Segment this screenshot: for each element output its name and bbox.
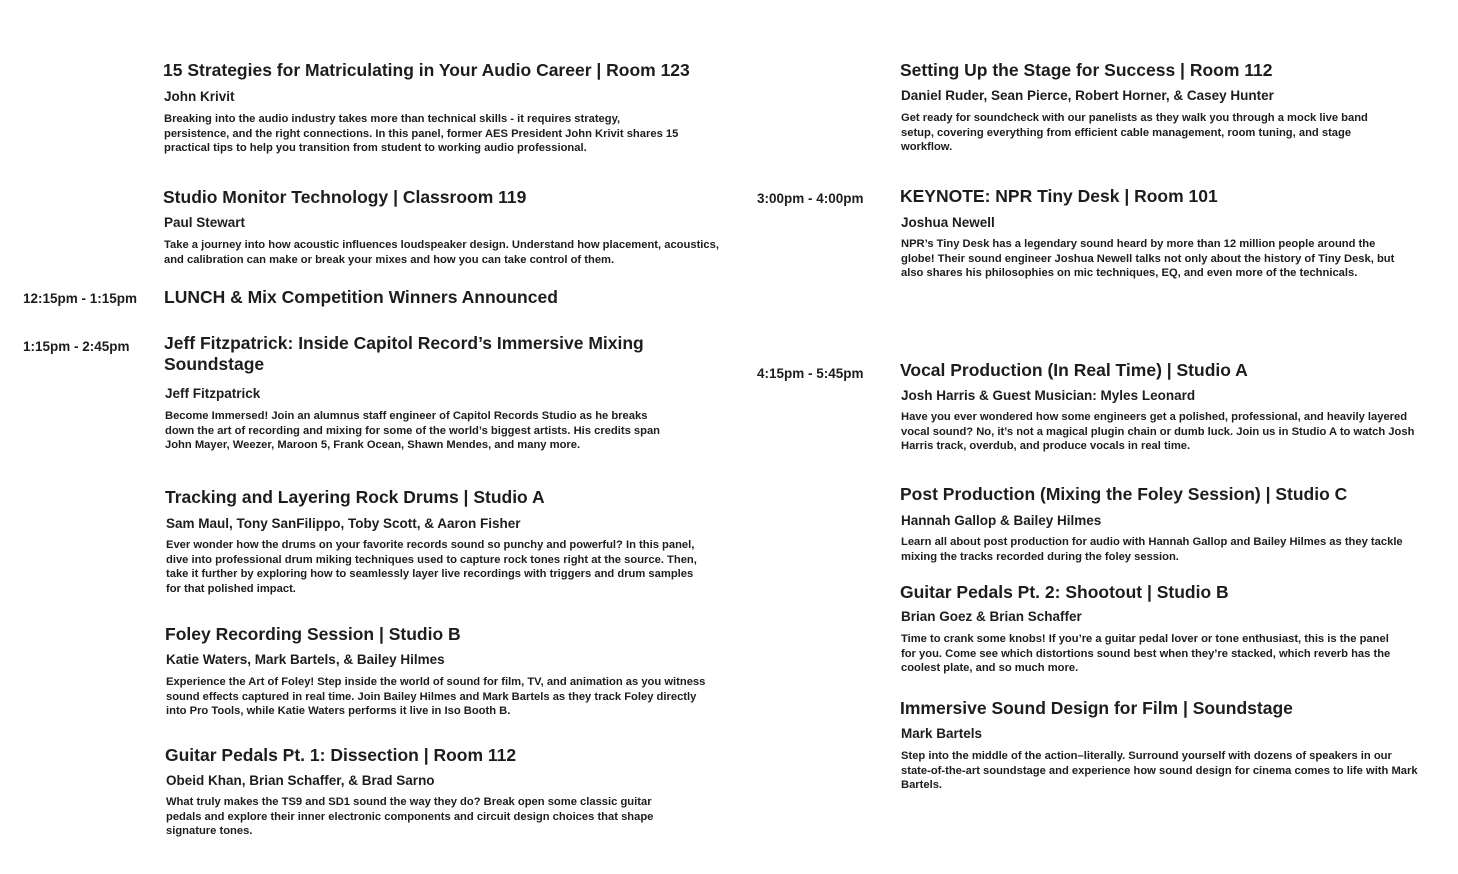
session-title: Immersive Sound Design for Film | Soundstage bbox=[900, 698, 1293, 718]
session-description: Learn all about post production for audio with Hannah Gallop and Bailey Hilmes as they tackle mixing the tracks recorded during the foley session. bbox=[901, 536, 1403, 563]
session-speakers: Sam Maul, Tony SanFilippo, Toby Scott, & Aaron Fisher bbox=[166, 516, 521, 531]
session-speakers: Brian Goez & Brian Schaffer bbox=[901, 609, 1082, 624]
session-description: Step into the middle of the action–literally. Surround yourself with dozens of speakers in our state-of-the-art soundstage and experience how sound design for cinema comes to life with Mark Bartels. bbox=[901, 750, 1418, 791]
session-title: Jeff Fitzpatrick: Inside Capitol Record’s Immersive Mixing Soundstage bbox=[164, 333, 644, 374]
session-description: Become Immersed! Join an alumnus staff engineer of Capitol Records Studio as he breaks down the art of recording and mixing for some of the world’s biggest artists. His credits span John Mayer, Weezer, Maroon 5, Frank Ocean, Shawn Mendes, and many more. bbox=[165, 410, 661, 451]
session-time: 3:00pm - 4:00pm bbox=[757, 191, 864, 206]
session-title: Guitar Pedals Pt. 1: Dissection | Room 112 bbox=[165, 745, 517, 765]
session-description: Have you ever wondered how some engineers get a polished, professional, and heavily layered vocal sound? No, it’s not a magical plugin chain or dumb luck. Join us in Studio A to watch Josh Harris track, overdub, and produce vocals in real time. bbox=[901, 411, 1415, 452]
session-title: Setting Up the Stage for Success | Room 112 bbox=[900, 60, 1273, 80]
session-speakers: Paul Stewart bbox=[164, 215, 246, 230]
session-title: KEYNOTE: NPR Tiny Desk | Room 101 bbox=[900, 186, 1218, 206]
session-speakers: Jeff Fitzpatrick bbox=[165, 386, 261, 401]
session-description: Take a journey into how acoustic influences loudspeaker design. Understand how placement, acoustics, and calibration can make or break your mixes and how you can take control of them. bbox=[164, 239, 719, 266]
session-speakers: Josh Harris & Guest Musician: Myles Leonard bbox=[901, 388, 1196, 403]
session-speakers: Katie Waters, Mark Bartels, & Bailey Hilmes bbox=[166, 652, 445, 667]
session-title: Studio Monitor Technology | Classroom 119 bbox=[163, 187, 527, 207]
session-title: 15 Strategies for Matriculating in Your Audio Career | Room 123 bbox=[163, 60, 690, 80]
session-speakers: Hannah Gallop & Bailey Hilmes bbox=[901, 513, 1102, 528]
session-speakers: Obeid Khan, Brian Schaffer, & Brad Sarno bbox=[166, 773, 435, 788]
session-title: Post Production (Mixing the Foley Session) | Studio C bbox=[900, 484, 1348, 504]
session-speakers: Mark Bartels bbox=[901, 726, 983, 741]
session-speakers: Joshua Newell bbox=[901, 215, 995, 230]
session-description: Ever wonder how the drums on your favorite records sound so punchy and powerful? In this panel, dive into professional drum miking techniques used to capture rock tones right at the source. Then, take it further by exploring how to seamlessly layer live recordings with triggers and drum samples for that polished impact. bbox=[166, 539, 697, 595]
session-speakers: John Krivit bbox=[164, 89, 235, 104]
session-description: What truly makes the TS9 and SD1 sound the way they do? Break open some classic guitar pedals and explore their inner electronic components and circuit design choices that shape signature tones. bbox=[166, 796, 654, 837]
session-description: Get ready for soundcheck with our panelists as they walk you through a mock live band setup, covering everything from efficient cable management, room tuning, and stage workflow. bbox=[901, 112, 1368, 153]
session-title: Guitar Pedals Pt. 2: Shootout | Studio B bbox=[900, 582, 1229, 602]
session-title: LUNCH & Mix Competition Winners Announced bbox=[164, 287, 558, 307]
session-time: 12:15pm - 1:15pm bbox=[23, 291, 138, 306]
session-description: Experience the Art of Foley! Step inside the world of sound for film, TV, and animation as you witness sound effects captured in real time. Join Bailey Hilmes and Mark Bartels as they track Foley directly into Pro Tools, while Katie Waters performs it live in Iso Booth B. bbox=[166, 676, 706, 717]
session-time: 1:15pm - 2:45pm bbox=[23, 339, 130, 354]
session-title: Tracking and Layering Rock Drums | Studio A bbox=[165, 487, 545, 507]
session-description: Time to crank some knobs! If you’re a guitar pedal lover or tone enthusiast, this is the panel for you. Come see which distortions sound best when they’re stacked, which reverb has the coolest plate, and so much more. bbox=[901, 633, 1391, 674]
session-time: 4:15pm - 5:45pm bbox=[757, 366, 864, 381]
session-title: Vocal Production (In Real Time) | Studio A bbox=[900, 360, 1248, 380]
session-title: Foley Recording Session | Studio B bbox=[165, 624, 461, 644]
session-description: NPR’s Tiny Desk has a legendary sound heard by more than 12 million people around the globe! Their sound engineer Joshua Newell talks not only about the history of Tiny Desk, but also shares his philosophies on mic techniques, EQ, and even more of the technicals. bbox=[901, 238, 1395, 279]
session-description: Breaking into the audio industry takes more than technical skills - it requires strategy, persistence, and the right connections. In this panel, former AES President John Krivit shares 15 practical tips to help you transition from student to working audio professional. bbox=[164, 113, 679, 154]
session-speakers: Daniel Ruder, Sean Pierce, Robert Horner, & Casey Hunter bbox=[901, 88, 1274, 103]
